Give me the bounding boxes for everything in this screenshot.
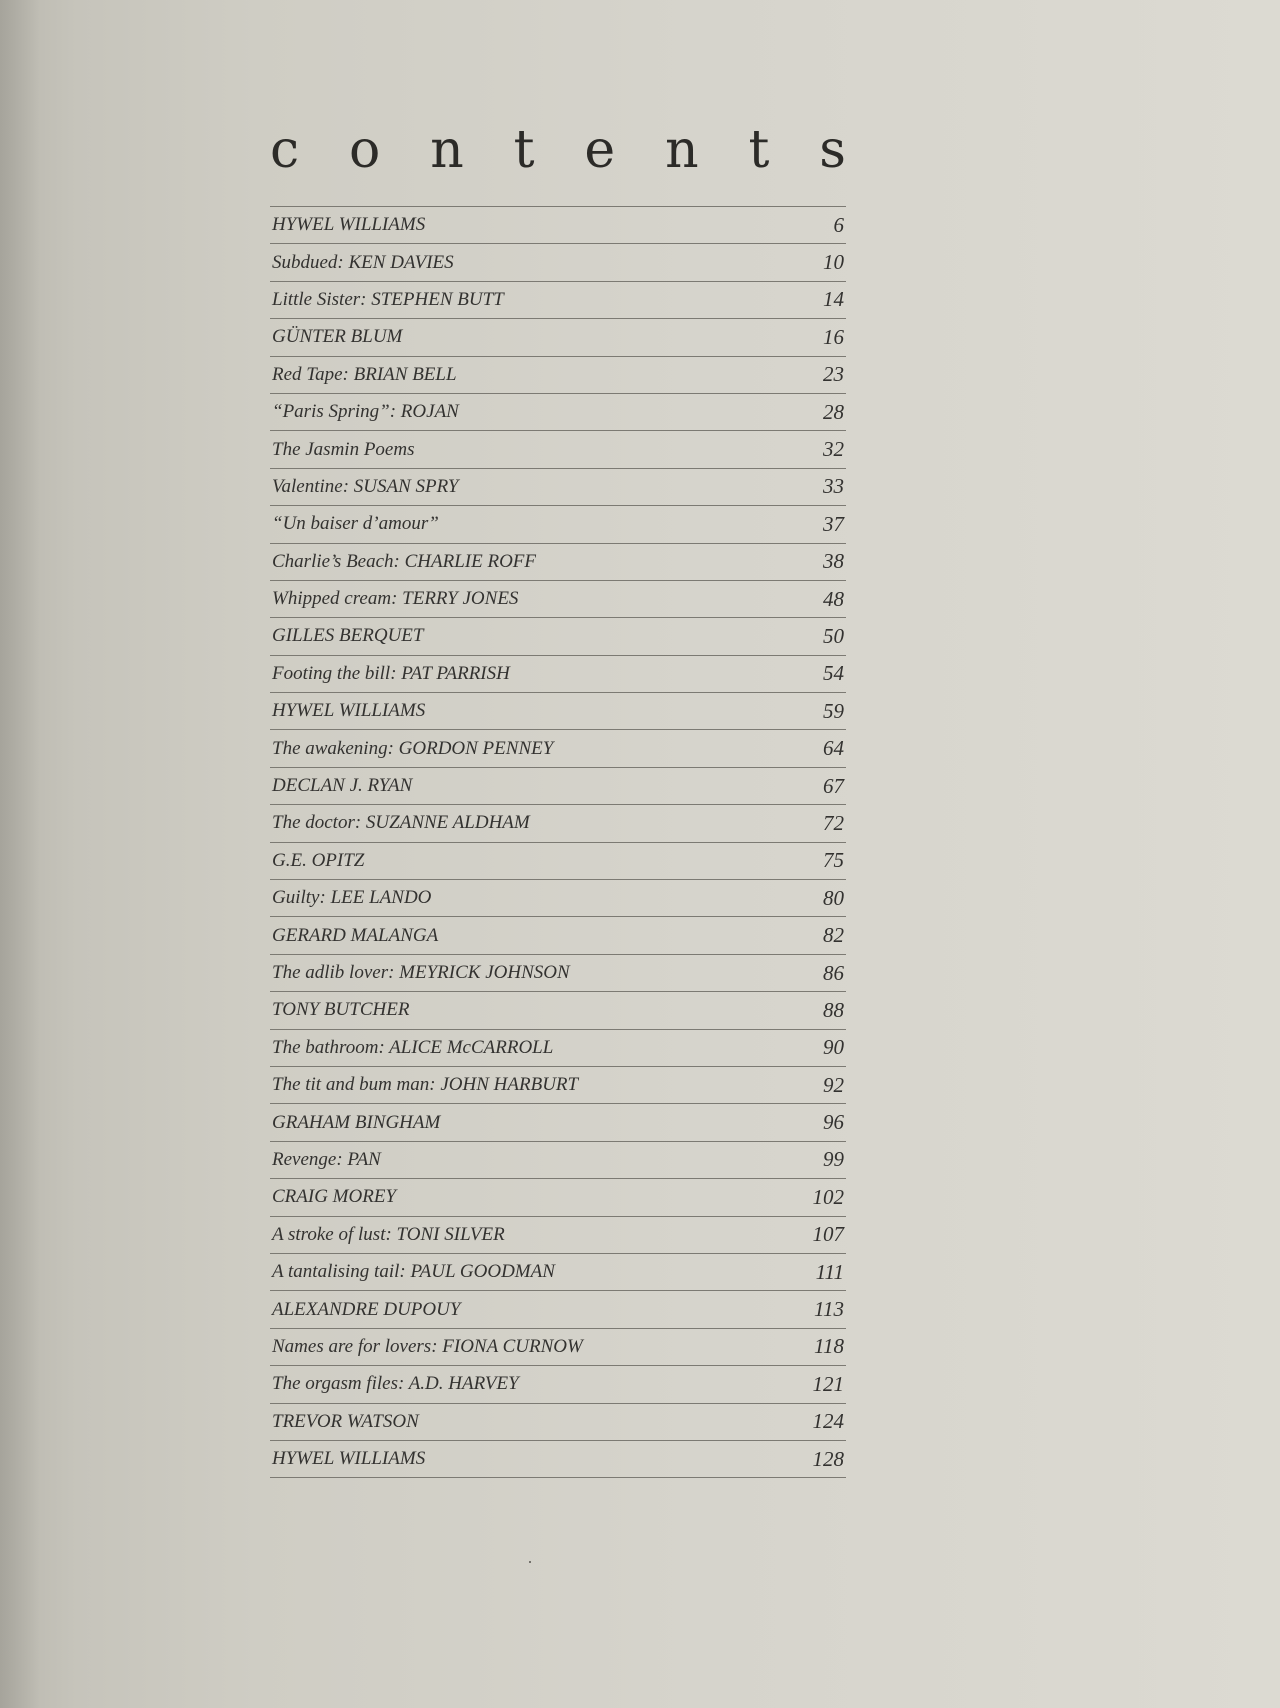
toc-entry-page: 50 [823, 623, 844, 648]
toc-entry-title: Subdued: KEN DAVIES [272, 251, 454, 273]
toc-entry-title: The awakening: GORDON PENNEY [272, 737, 554, 759]
toc-entry-page: 92 [823, 1072, 844, 1097]
toc-entry [270, 1366, 846, 1403]
toc-entry-title: Names are for lovers: FIONA CURNOW [272, 1335, 583, 1357]
toc-entry-page: 113 [814, 1297, 844, 1322]
toc-entry-title: CRAIG MOREY [272, 1186, 397, 1208]
toc-entry [270, 955, 846, 992]
toc-entry-title: “Un baiser d’amour” [272, 513, 439, 535]
toc-entry-title: “Paris Spring”: ROJAN [272, 401, 459, 423]
toc-entry-page: 82 [823, 923, 844, 948]
toc-entry-title: The tit and bum man: JOHN HARBURT [272, 1074, 579, 1096]
contents-heading-letter: t [748, 120, 770, 180]
toc-list [270, 206, 846, 1478]
toc-entry-title: TREVOR WATSON [272, 1410, 419, 1432]
toc-entry [270, 656, 846, 693]
toc-entry-page: 90 [823, 1035, 844, 1060]
toc-entry [270, 506, 846, 543]
contents-heading-letter: n [665, 120, 699, 180]
toc-entry-title: GILLES BERQUET [272, 625, 424, 647]
toc-entry-title: TONY BUTCHER [272, 999, 410, 1021]
toc-entry-page: 107 [812, 1222, 844, 1247]
contents-heading-letter: s [819, 120, 846, 180]
toc-entry-page: 111 [815, 1259, 844, 1284]
toc-entry-page: 28 [823, 399, 844, 424]
toc-entry-page: 48 [823, 586, 844, 611]
toc-entry-title: HYWEL WILLIAMS [272, 214, 426, 236]
toc-entry-page: 75 [823, 848, 844, 873]
toc-entry [270, 282, 846, 319]
toc-entry-page: 38 [823, 549, 844, 574]
toc-entry-page: 128 [812, 1446, 844, 1471]
toc-entry-title: Whipped cream: TERRY JONES [272, 588, 519, 610]
toc-entry [270, 1291, 846, 1328]
toc-entry-page: 121 [812, 1371, 844, 1396]
contents-heading-letter: t [513, 120, 535, 180]
toc-entry-page: 37 [823, 511, 844, 536]
toc-entry-title: The orgasm files: A.D. HARVEY [272, 1373, 519, 1395]
toc-entry [270, 1254, 846, 1291]
contents-heading [270, 120, 846, 206]
toc-entry [270, 880, 846, 917]
toc-entry [270, 693, 846, 730]
toc-entry-title: GERARD MALANGA [272, 924, 439, 946]
toc-entry-title: Revenge: PAN [272, 1148, 381, 1170]
toc-entry-page: 102 [812, 1184, 844, 1209]
toc-entry [270, 1217, 846, 1254]
toc-entry [270, 730, 846, 767]
toc-entry-page: 6 [833, 212, 844, 237]
toc-entry-page: 16 [823, 324, 844, 349]
toc-entry [270, 768, 846, 805]
toc-entry [270, 394, 846, 431]
toc-entry-page: 14 [823, 287, 844, 312]
toc-entry-page: 67 [823, 773, 844, 798]
toc-entry-title: Valentine: SUSAN SPRY [272, 475, 459, 497]
contents-heading-letter: n [430, 120, 464, 180]
toc-entry-title: A tantalising tail: PAUL GOODMAN [272, 1261, 555, 1283]
toc-entry [270, 431, 846, 468]
toc-entry [270, 1179, 846, 1216]
toc-entry-title: Guilty: LEE LANDO [272, 887, 432, 909]
toc-entry-page: 99 [823, 1147, 844, 1172]
toc-entry [270, 1030, 846, 1067]
toc-entry-page: 54 [823, 661, 844, 686]
toc-entry-title: The Jasmin Poems [272, 438, 415, 460]
toc-entry-page: 96 [823, 1110, 844, 1135]
toc-entry [270, 319, 846, 356]
toc-entry-title: Red Tape: BRIAN BELL [272, 363, 457, 385]
toc-entry [270, 544, 846, 581]
toc-entry [270, 1441, 846, 1478]
toc-entry-title: The bathroom: ALICE McCARROLL [272, 1036, 554, 1058]
toc-entry-title: G.E. OPITZ [272, 849, 365, 871]
toc-entry-title: HYWEL WILLIAMS [272, 700, 426, 722]
toc-entry [270, 843, 846, 880]
toc-entry [270, 244, 846, 281]
toc-entry-title: The doctor: SUZANNE ALDHAM [272, 812, 530, 834]
toc-entry [270, 1404, 846, 1441]
toc-entry-title: GÜNTER BLUM [272, 326, 403, 348]
toc-entry-title: A stroke of lust: TONI SILVER [272, 1223, 505, 1245]
toc-entry-page: 124 [812, 1409, 844, 1434]
toc-entry [270, 917, 846, 954]
toc-entry-title: HYWEL WILLIAMS [272, 1448, 426, 1470]
contents-heading-letter: o [349, 120, 381, 180]
toc-entry [270, 1142, 846, 1179]
toc-entry [270, 581, 846, 618]
toc-entry-page: 23 [823, 362, 844, 387]
page-mark [529, 1561, 531, 1563]
toc-entry [270, 1104, 846, 1141]
toc-entry [270, 1067, 846, 1104]
toc-entry-page: 118 [814, 1334, 844, 1359]
contents-heading-letter: e [584, 120, 616, 180]
toc-entry-page: 32 [823, 437, 844, 462]
page-gutter-shadow [0, 0, 40, 1708]
toc-entry-title: Charlie’s Beach: CHARLIE ROFF [272, 550, 537, 572]
toc-entry-title: GRAHAM BINGHAM [272, 1111, 441, 1133]
toc-entry [270, 469, 846, 506]
toc-entry-title: ALEXANDRE DUPOUY [272, 1298, 461, 1320]
toc-entry-page: 33 [823, 474, 844, 499]
toc-entry-page: 88 [823, 997, 844, 1022]
toc-entry-title: The adlib lover: MEYRICK JOHNSON [272, 962, 570, 983]
toc-entry-page: 64 [823, 736, 844, 761]
toc-entry [270, 992, 846, 1029]
toc-entry-page: 59 [823, 698, 844, 723]
toc-entry [270, 618, 846, 655]
toc-entry-page: 80 [823, 885, 844, 910]
toc-entry-title: Little Sister: STEPHEN BUTT [272, 288, 504, 310]
table-of-contents [270, 120, 846, 1478]
toc-entry-title: DECLAN J. RYAN [272, 775, 413, 797]
toc-entry-page: 10 [823, 250, 844, 275]
toc-entry-page: 72 [823, 810, 844, 835]
toc-entry [270, 1329, 846, 1366]
toc-entry-title: Footing the bill: PAT PARRISH [272, 662, 510, 684]
toc-entry [270, 805, 846, 842]
toc-entry-page: 86 [823, 960, 844, 985]
contents-heading-letter: c [270, 120, 300, 180]
toc-entry [270, 207, 846, 244]
toc-entry [270, 357, 846, 394]
